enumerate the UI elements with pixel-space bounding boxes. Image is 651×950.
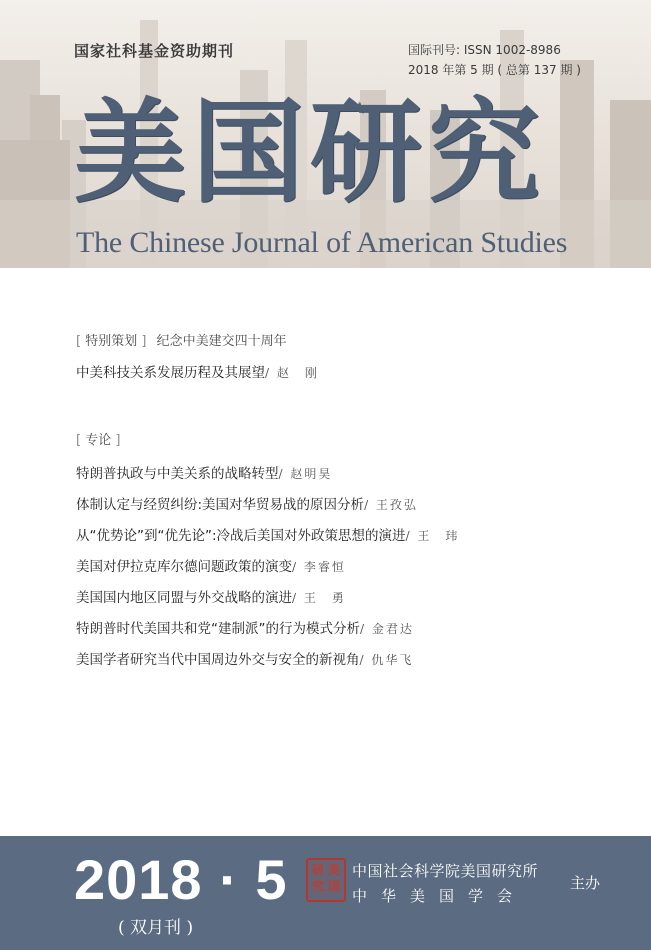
toc-article[interactable] — [76, 552, 596, 583]
special-section-heading: [ 特别策划 ] 纪念中美建交四十周年 — [76, 334, 287, 349]
article-author: / 仇华飞 — [359, 653, 414, 667]
toc-article[interactable] — [76, 645, 596, 676]
article-title: 美国国内地区同盟与外交战略的演进 — [76, 590, 292, 606]
article-title: 从“优势论”到“优先论”:冷战后美国对外政策思想的演进 — [76, 528, 406, 544]
article-author: / 李睿恒 — [292, 560, 346, 574]
toc-article[interactable] — [76, 490, 596, 521]
seal-glyph: 国 — [328, 879, 341, 893]
journal-title-cn: 美国研究 — [74, 87, 546, 218]
publication-frequency: ( 双月刊 ) — [118, 918, 194, 938]
organizer-institute: 中国社会科学院美国研究所 — [352, 862, 539, 880]
organizer-association: 中华美国学会 — [352, 887, 527, 905]
toc-article[interactable] — [76, 358, 596, 389]
article-author: / 王 玮 — [405, 529, 460, 543]
toc-article[interactable] — [76, 614, 596, 645]
toc-article[interactable] — [76, 521, 596, 552]
article-title: 美国对伊拉克库尔德问题政策的演变 — [76, 559, 292, 575]
sponsor-label: 主办 — [570, 874, 601, 892]
year-issue: 2018 · 5 — [74, 848, 288, 911]
article-title: 体制认定与经贸纠纷:美国对华贸易战的原因分析 — [76, 497, 365, 513]
article-title: 特朗普时代美国共和党“建制派”的行为模式分析 — [76, 621, 360, 637]
toc-article[interactable] — [76, 459, 596, 490]
article-title: 中美科技关系发展历程及其展望 — [76, 365, 265, 381]
feature-section-heading: [ 专论 ] — [76, 433, 121, 448]
article-author: / 赵明昊 — [278, 467, 333, 481]
article-author: / 王孜弘 — [364, 498, 418, 512]
feature-article-list — [76, 459, 596, 676]
article-author: / 王 勇 — [292, 591, 346, 605]
seal-glyph: 美 — [328, 863, 341, 877]
special-section-topic: 纪念中美建交四十周年 — [156, 334, 287, 349]
article-title: 美国学者研究当代中国周边外交与安全的新视角 — [76, 652, 360, 668]
article-author: / 金君达 — [360, 622, 414, 636]
table-of-contents — [76, 332, 596, 676]
toc-article[interactable] — [76, 583, 596, 614]
journal-title-en: The Chinese Journal of American Studies — [76, 226, 568, 259]
cover-header — [0, 0, 651, 268]
feature-section-tag: 专论 — [85, 433, 112, 448]
article-title: 特朗普执政与中美关系的战略转型 — [76, 466, 279, 482]
article-author: / 赵 刚 — [265, 366, 319, 380]
seal-glyph: 究 — [312, 879, 325, 893]
institute-seal-logo — [306, 858, 346, 902]
issn-line: 国际刊号: ISSN 1002-8986 — [408, 43, 561, 57]
seal-glyph: 研 — [312, 863, 325, 877]
funding-line: 国家社科基金资助期刊 — [74, 42, 235, 60]
issue-number-line: 2018 年第 5 期 ( 总第 137 期 ) — [408, 63, 581, 77]
special-section-tag: 特别策划 — [85, 334, 138, 349]
